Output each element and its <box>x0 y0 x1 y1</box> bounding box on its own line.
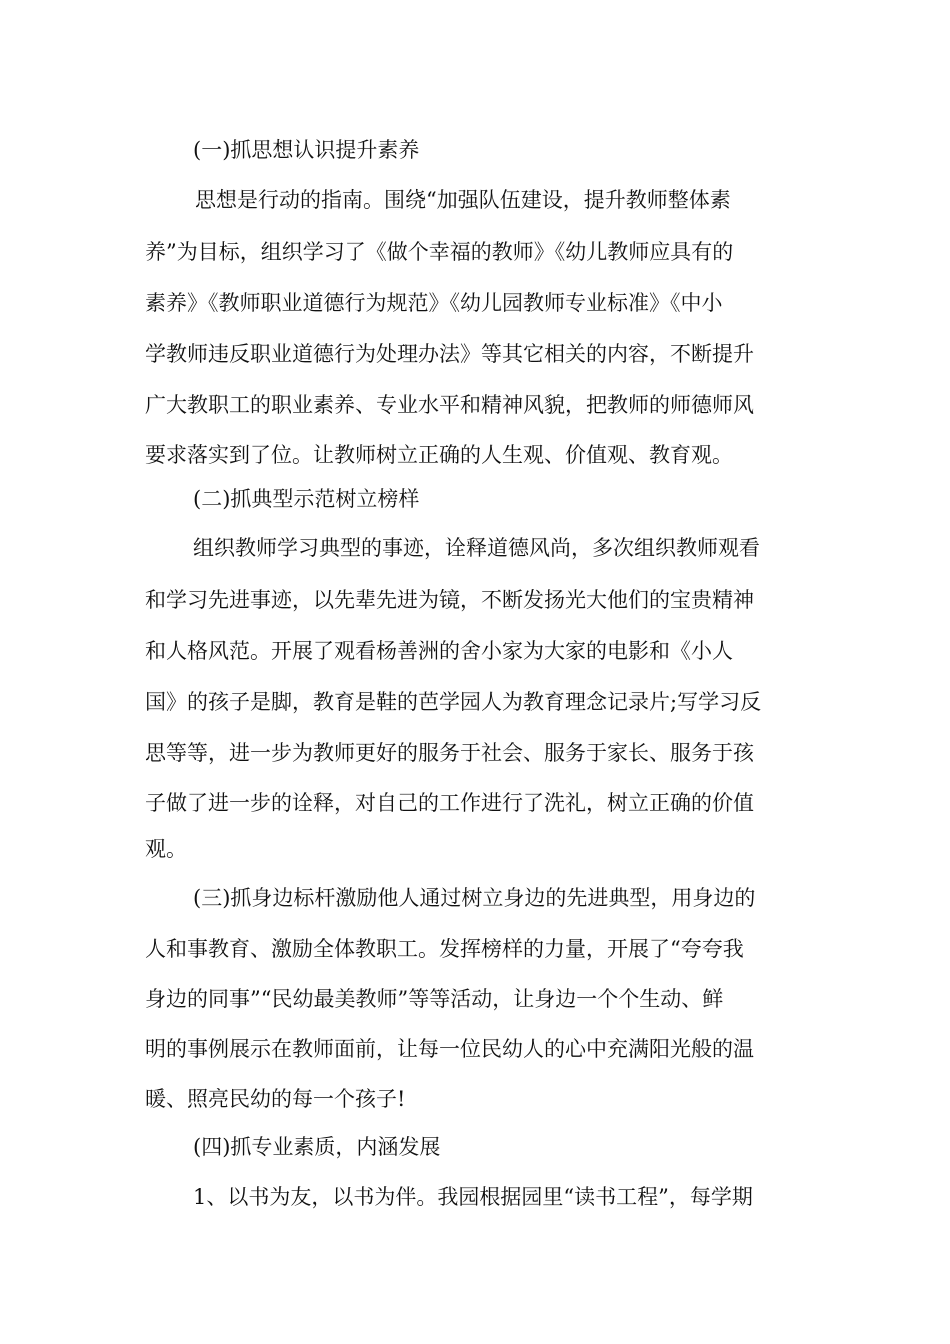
paragraph-line: 广大教职工的职业素养、专业水平和精神风貌，把教师的师德师风 <box>145 393 754 417</box>
heading-2: (二)抓典型示范树立榜样 <box>193 487 420 511</box>
heading-3: (三)抓身边标杆激励他人通过树立身边的先进典型，用身边的 <box>193 886 756 910</box>
paragraph-line: 学教师违反职业道德行为处理办法》等其它相关的内容，不断提升 <box>145 342 754 366</box>
paragraph-line: 组织教师学习典型的事迹，诠释道德风尚，多次组织教师观看 <box>193 536 760 560</box>
heading-4: (四)抓专业素质，内涵发展 <box>193 1135 441 1159</box>
paragraph-line: 思等等，进一步为教师更好的服务于社会、服务于家长、服务于孩 <box>145 741 754 765</box>
paragraph-line: 明的事例展示在教师面前，让每一位民幼人的心中充满阳光般的温 <box>145 1037 754 1061</box>
paragraph-line: 素养》《教师职业道德行为规范》《幼儿园教师专业标准》《中小 <box>145 291 723 315</box>
paragraph-line: 观。 <box>145 837 187 861</box>
paragraph-line: 思想是行动的指南。围绕“加强队伍建设，提升教师整体素 <box>195 188 731 212</box>
paragraph-line: 要求落实到了位。让教师树立正确的人生观、价值观、教育观。 <box>145 443 733 467</box>
heading-1: (一)抓思想认识提升素养 <box>193 138 420 162</box>
paragraph-line: 养”为目标，组织学习了《做个幸福的教师》《幼儿教师应具有的 <box>145 240 734 264</box>
paragraph-line: 子做了进一步的诠释，对自己的工作进行了洗礼，树立正确的价值 <box>145 791 754 815</box>
paragraph-line: 1、以书为友，以书为伴。我园根据园里“读书工程”，每学期 <box>193 1185 753 1209</box>
paragraph-line: 和学习先进事迹，以先辈先进为镜，不断发扬光大他们的宝贵精神 <box>145 588 754 612</box>
paragraph-line: 人和事教育、激励全体教职工。发挥榜样的力量，开展了“夸夸我 <box>145 937 744 961</box>
paragraph-line: 国》的孩子是脚，教育是鞋的芭学园人为教育理念记录片;写学习反 <box>145 690 762 714</box>
paragraph-line: 暖、照亮民幼的每一个孩子! <box>145 1087 406 1111</box>
paragraph-line: 和人格风范。开展了观看杨善洲的舍小家为大家的电影和《小人 <box>145 639 733 663</box>
paragraph-line: 身边的同事”“民幼最美教师”等等活动，让身边一个个生动、鲜 <box>145 987 724 1011</box>
